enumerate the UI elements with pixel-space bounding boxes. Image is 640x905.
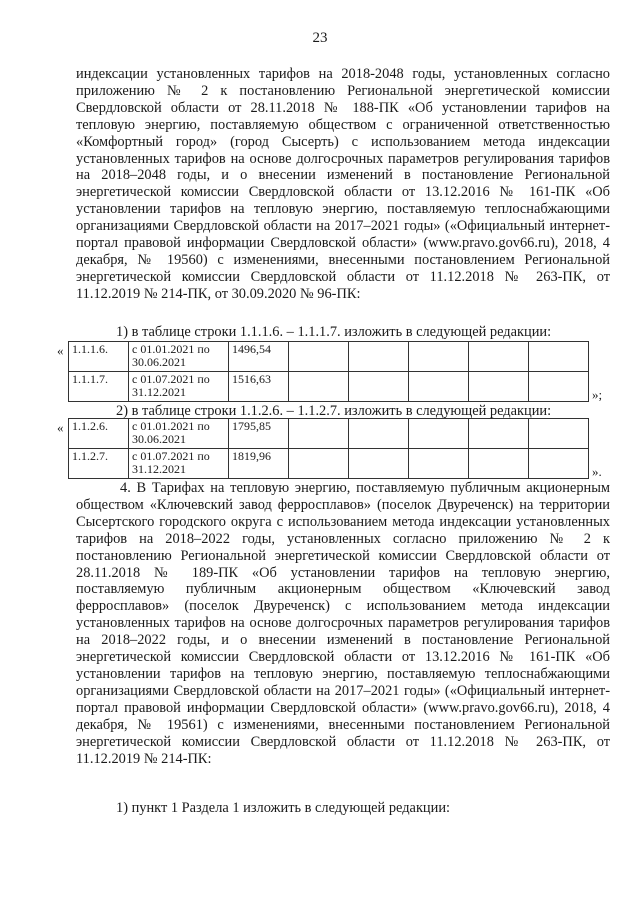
empty-cell [469, 342, 529, 372]
section-4-paragraph: 4. В Тарифах на тепловую энергию, поставляемую публичным акционерным обществом «Ключевский завод ферросплавов» (поселок Двуреченск) на территории Сысертского городского округа с использованием метода индексации установленных тарифов на 2018–2022 годы, установленных согласно приложению № 2 к постановлению Региональной энергетической комиссии Свердловской области от 28.11.2018 № 189-ПК «Об установлении тарифов на тепловую энергию, поставляемую публичным акционерным обществом «Ключевский завод ферросплавов» (поселок Двуреченск) с использованием метода индексации установленных тарифов на основе долгосрочных параметров регулирования тарифов на 2018–2022 годы, и о внесении изменений в постановление Региональной энергетической комиссии Свердловской области от 13.12.2016 № 161-ПК «Об установлении тарифов на тепловую энергию, поставляемую теплоснабжающими организациями Свердловской области на 2017–2021 годы» («Официальный интернет-портал правовой информации Свердловской области» (www.pravo.gov66.ru), 2018, 4 декабря, № 19561) с изменениями, внесенными постановлением Региональной энергетической комиссии Свердловской области от 11.12.2018 № 263-ПК, от 11.12.2019 № 214-ПК: [76, 480, 610, 767]
table1-close-quote: »; [592, 387, 603, 402]
intro-paragraph: индексации установленных тарифов на 2018-2048 годы, установленных согласно приложению № 2 к постановлению Региональной энергетической комиссии Свердловской области от 28.11.2018 № 188-ПК «Об установлении тарифов на тепловую энергию, поставляемую обществом с ограниченной ответственностью «Комфортный город» (город Сысерть) с использованием метода индексации установленных тарифов на основе долгосрочных параметров регулирования тарифов на 2018–2048 годы, и о внесении изменений в постановление Региональной энергетической комиссии Свердловской области от 13.12.2016 № 161-ПК «Об установлении тарифов на тепловую энергию, поставляемую теплоснабжающими организациями Свердловской области на 2017–2021 годы» («Официальный интернет-портал правовой информации Свердловской области» (www.pravo.gov66.ru), 2018, 4 декабря, № 19560) с изменениями, внесенными постановлением Региональной энергетической комиссии Свердловской области от 11.12.2018 № 263-ПК, от 11.12.2019 № 214-ПК, от 30.09.2020 № 96-ПК: [76, 66, 610, 302]
table-row [69, 449, 589, 479]
table-2 [68, 418, 589, 479]
page-number: 23 [312, 30, 328, 46]
table-row [69, 419, 589, 449]
empty-cell [409, 342, 469, 372]
row-code: 1.1.1.6. [69, 342, 129, 372]
empty-cell [349, 342, 409, 372]
empty-cell [349, 449, 409, 479]
row-period: с 01.01.2021 по 30.06.2021 [129, 342, 229, 372]
row-period: с 01.07.2021 по 31.12.2021 [129, 372, 229, 402]
empty-cell [289, 419, 349, 449]
empty-cell [529, 449, 589, 479]
empty-cell [469, 449, 529, 479]
empty-cell [289, 372, 349, 402]
empty-cell [289, 449, 349, 479]
table1-open-quote: « [57, 343, 64, 358]
row-code: 1.1.2.7. [69, 449, 129, 479]
table-row [69, 372, 589, 402]
empty-cell [529, 342, 589, 372]
empty-cell [469, 419, 529, 449]
row-value: 1496,54 [229, 342, 289, 372]
item-1-heading: 1) в таблице строки 1.1.1.6. – 1.1.1.7. изложить в следующей редакции: [116, 324, 552, 340]
row-period: с 01.07.2021 по 31.12.2021 [129, 449, 229, 479]
empty-cell [289, 342, 349, 372]
empty-cell [529, 419, 589, 449]
empty-cell [409, 449, 469, 479]
row-value: 1516,63 [229, 372, 289, 402]
table-row [69, 342, 589, 372]
table2-open-quote: « [57, 420, 64, 435]
empty-cell [409, 372, 469, 402]
row-value: 1819,96 [229, 449, 289, 479]
empty-cell [409, 419, 469, 449]
item-2-heading: 2) в таблице строки 1.1.2.6. – 1.1.2.7. изложить в следующей редакции: [116, 403, 552, 419]
row-period: с 01.01.2021 по 30.06.2021 [129, 419, 229, 449]
empty-cell [529, 372, 589, 402]
empty-cell [349, 372, 409, 402]
table-1 [68, 341, 589, 402]
row-value: 1795,85 [229, 419, 289, 449]
item-last-heading: 1) пункт 1 Раздела 1 изложить в следующей редакции: [116, 800, 451, 816]
row-code: 1.1.2.6. [69, 419, 129, 449]
empty-cell [469, 372, 529, 402]
empty-cell [349, 419, 409, 449]
table2-close-quote: ». [592, 464, 602, 479]
row-code: 1.1.1.7. [69, 372, 129, 402]
